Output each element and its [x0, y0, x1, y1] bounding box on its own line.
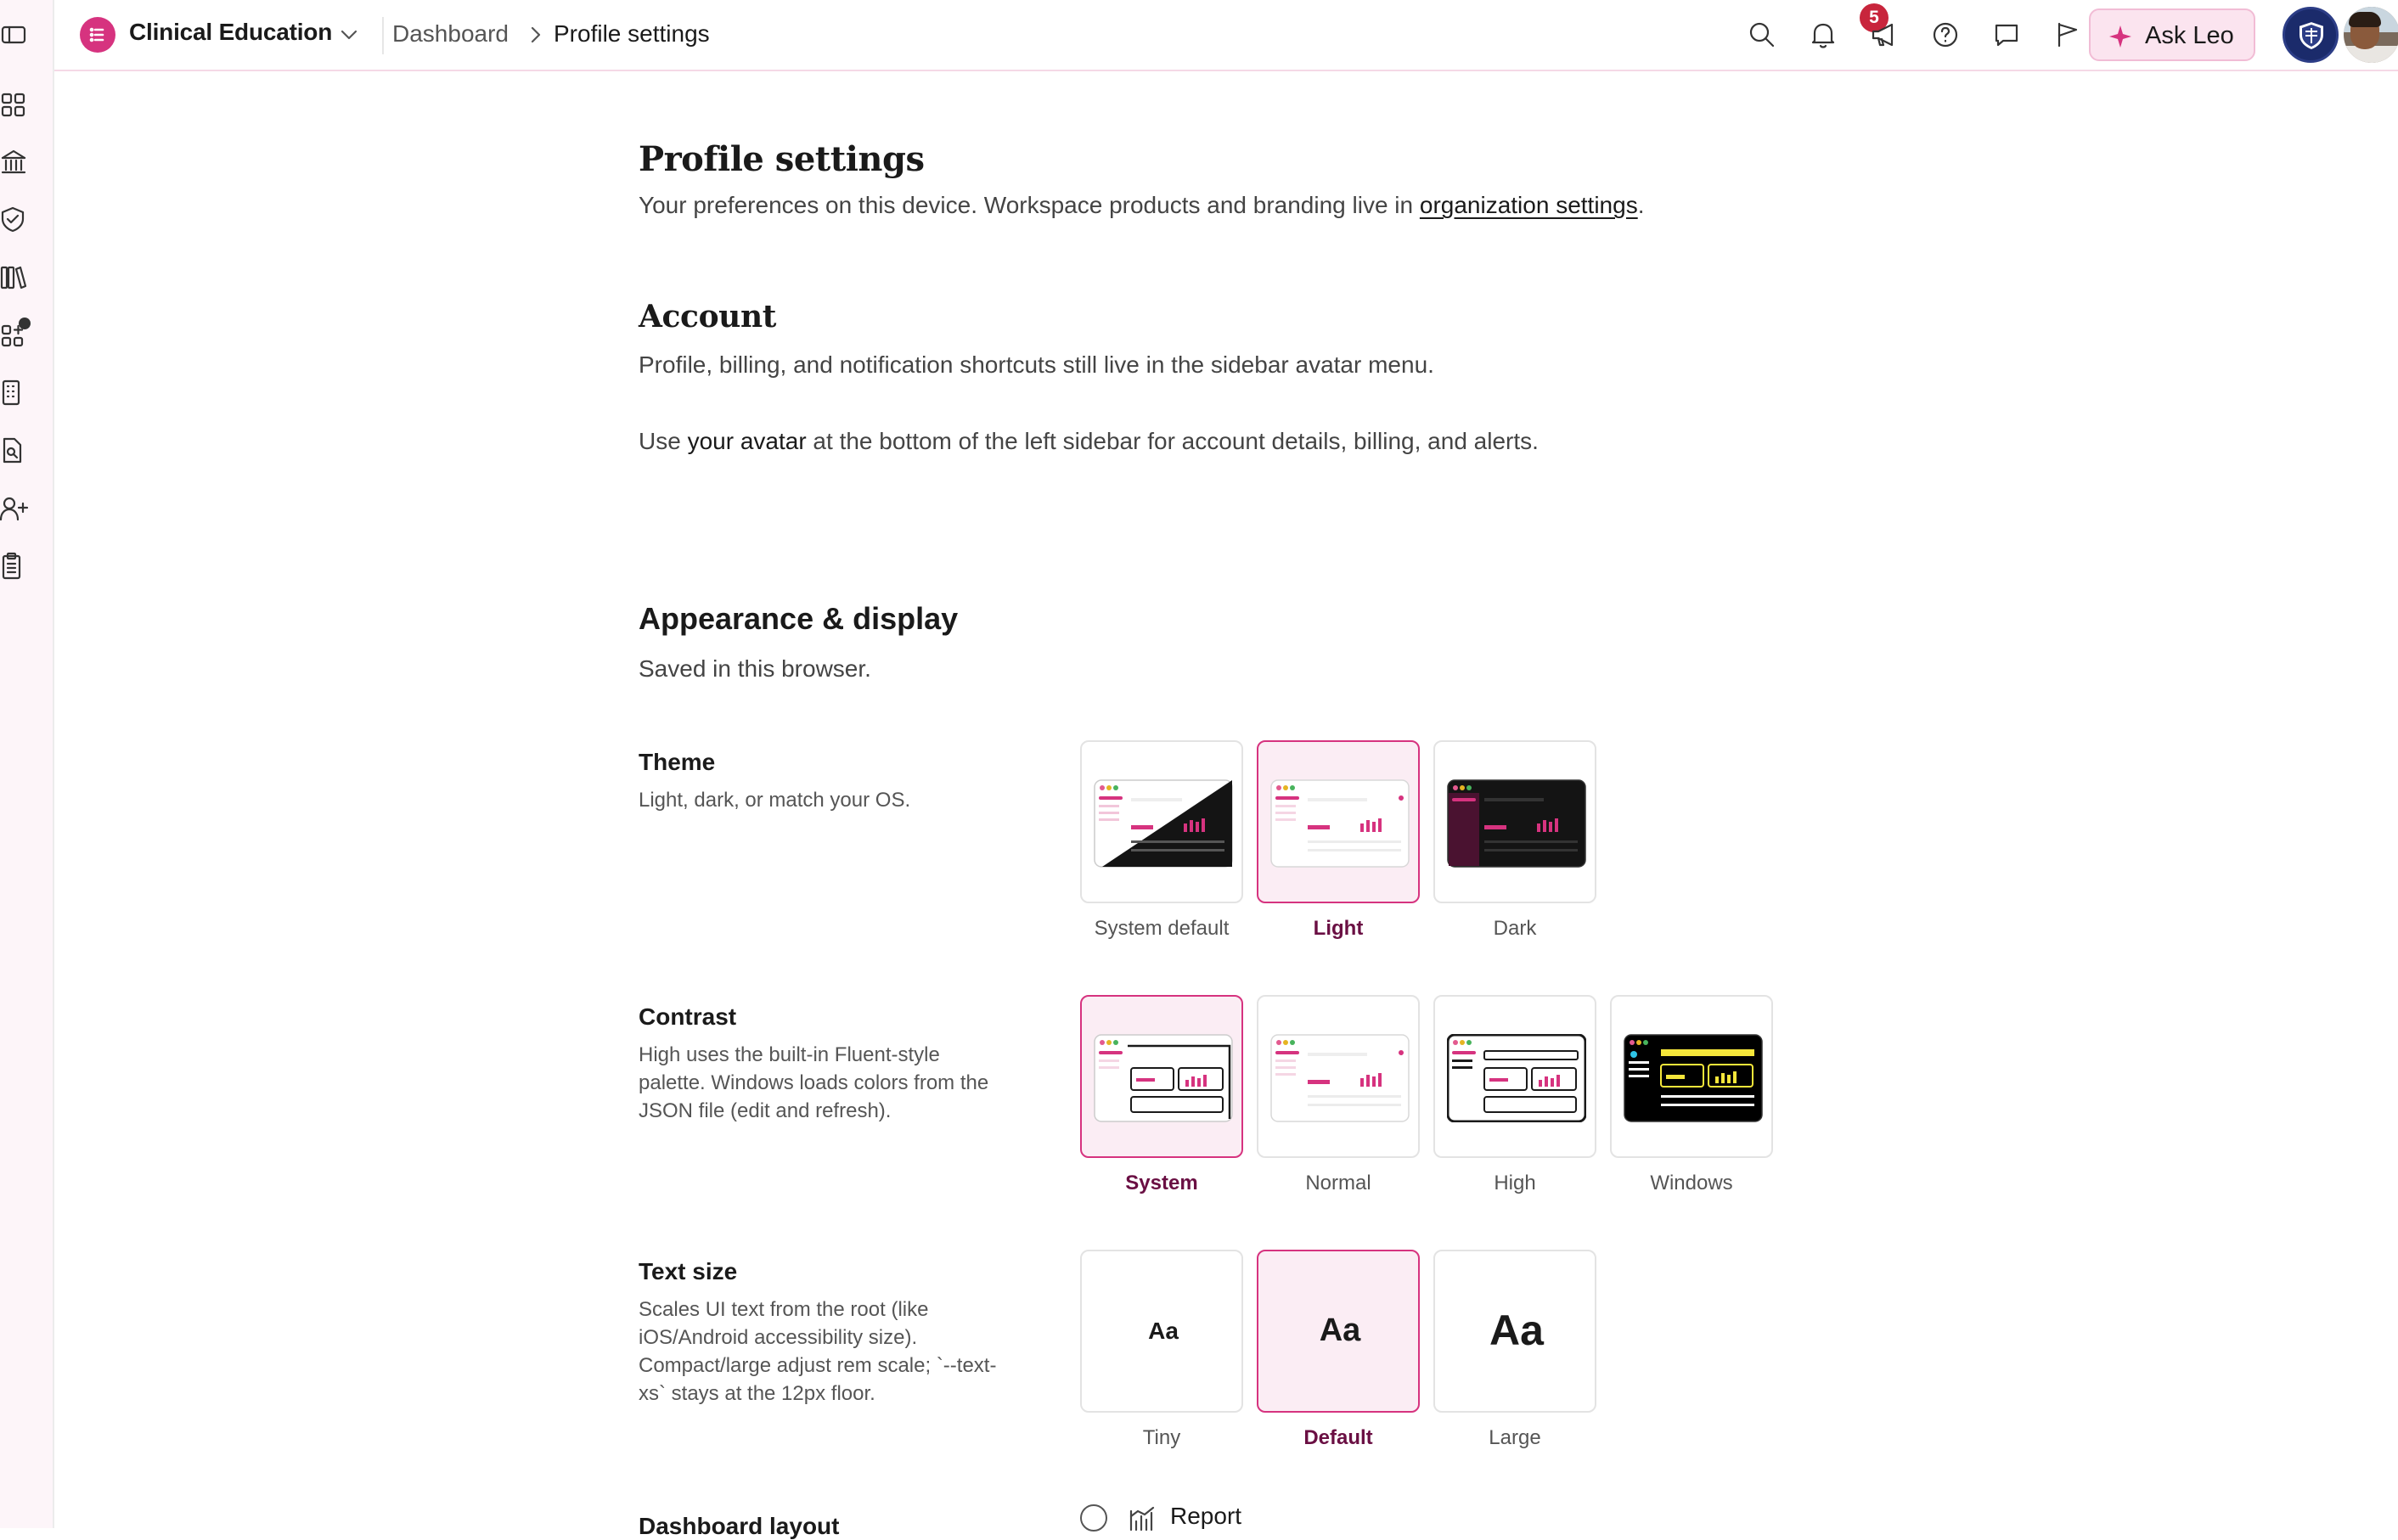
- dashboard-layout-title: Dashboard layout: [639, 1513, 840, 1539]
- search-icon[interactable]: [1746, 19, 1778, 51]
- apps-grid-icon[interactable]: [0, 90, 29, 119]
- appearance-subtitle: Saved in this browser.: [639, 655, 871, 682]
- layout-radio-report[interactable]: [1080, 1504, 1107, 1532]
- top-bar: [54, 0, 2398, 71]
- text-size-option-label: Large: [1489, 1426, 1541, 1449]
- text-size-sample: Aa: [1489, 1307, 1544, 1354]
- theme-title: Theme: [639, 749, 716, 775]
- flag-icon[interactable]: [2052, 19, 2084, 51]
- theme-option-label: System default: [1094, 917, 1230, 940]
- breadcrumb-current: Profile settings: [554, 20, 710, 47]
- megaphone-icon[interactable]: [1868, 19, 1900, 51]
- contrast-preview-system: [1080, 995, 1243, 1158]
- contrast-option-label: High: [1494, 1172, 1536, 1194]
- contrast-title: Contrast: [639, 1003, 737, 1030]
- contrast-preview-windows: [1610, 995, 1773, 1158]
- theme-option-label: Light: [1313, 917, 1364, 940]
- text-size-sample: Aa: [1319, 1312, 1361, 1348]
- contrast-preview-normal: [1257, 995, 1420, 1158]
- account-description: Profile, billing, and notification shortcuts still live in the sidebar avatar menu.: [639, 351, 1434, 378]
- layout-option-report[interactable]: Report: [1170, 1503, 1242, 1529]
- sidebar-toggle-icon[interactable]: [0, 20, 29, 49]
- contrast-description: High uses the built-in Fluent-style palette. Windows loads colors from the JSON file (edit and refresh).: [639, 1043, 989, 1122]
- account-hint-suffix: at the bottom of the left sidebar for account details, billing, and alerts.: [806, 428, 1539, 454]
- bell-icon[interactable]: [1807, 19, 1839, 51]
- text-size-title: Text size: [639, 1258, 738, 1284]
- left-rail: [0, 0, 54, 1528]
- page-intro-end: .: [1637, 192, 1645, 218]
- account-hint-emphasis: your avatar: [687, 428, 807, 454]
- building-icon[interactable]: [0, 379, 29, 407]
- sparkle-icon: [2108, 24, 2133, 49]
- institution-icon[interactable]: [0, 148, 29, 177]
- notification-badge: 5: [1860, 3, 1889, 32]
- user-avatar[interactable]: [2344, 7, 2398, 63]
- page-title: Profile settings: [639, 139, 925, 179]
- ask-leo-label: Ask Leo: [2145, 22, 2234, 49]
- contrast-option-label: Windows: [1650, 1172, 1733, 1194]
- text-size-option-label: Default: [1303, 1426, 1373, 1449]
- workspace-switcher[interactable]: Clinical Education: [129, 19, 333, 45]
- ask-leo-button[interactable]: [2089, 8, 2255, 61]
- library-icon[interactable]: [0, 263, 29, 292]
- contrast-option-label: System: [1125, 1172, 1198, 1194]
- shield-check-icon[interactable]: [0, 205, 29, 234]
- app-update-dot: [19, 318, 31, 329]
- chevron-right-icon: [523, 22, 549, 48]
- theme-preview-light: [1257, 740, 1420, 903]
- page-intro: [639, 192, 1644, 219]
- text-size-description: Scales UI text from the root (like iOS/Android accessibility size). Compact/large adjust rem scale; `--text-xs` stays at the 12px floor.: [639, 1298, 997, 1405]
- chat-icon[interactable]: [1990, 19, 2023, 51]
- organization-avatar[interactable]: [2283, 7, 2339, 63]
- text-size-option-label: Tiny: [1142, 1426, 1181, 1449]
- profile-settings-page: [639, 71, 1895, 1539]
- text-size-card: [1257, 1250, 1420, 1413]
- contrast-option-label: Normal: [1305, 1172, 1371, 1194]
- topbar-divider: [382, 17, 384, 54]
- page-intro-text: Your preferences on this device. Workspace products and branding live in: [639, 192, 1420, 218]
- clipboard-list-icon[interactable]: [0, 552, 29, 581]
- theme-preview-dark: [1433, 740, 1596, 903]
- theme-description: Light, dark, or match your OS.: [639, 789, 911, 812]
- theme-option-label: Dark: [1493, 917, 1537, 940]
- account-heading: Account: [639, 299, 776, 334]
- account-hint: [639, 428, 1539, 455]
- text-size-card: [1433, 1250, 1596, 1413]
- shield-crest-icon: [2296, 20, 2327, 52]
- text-size-sample: Aa: [1148, 1318, 1179, 1344]
- appearance-heading: Appearance & display: [639, 601, 959, 636]
- text-size-card: [1080, 1250, 1243, 1413]
- contrast-preview-high: [1433, 995, 1596, 1158]
- organization-settings-link[interactable]: organization settings: [1419, 192, 1638, 218]
- document-search-icon[interactable]: [0, 436, 29, 465]
- breadcrumb-dashboard[interactable]: Dashboard: [392, 20, 509, 47]
- theme-preview-system: [1080, 740, 1243, 903]
- add-user-icon[interactable]: [0, 494, 29, 523]
- account-hint-prefix: Use: [639, 428, 688, 454]
- chart-icon: [1128, 1504, 1157, 1533]
- help-icon[interactable]: [1929, 19, 1962, 51]
- workspace-logo[interactable]: [80, 17, 115, 53]
- chevron-down-icon[interactable]: [336, 22, 362, 48]
